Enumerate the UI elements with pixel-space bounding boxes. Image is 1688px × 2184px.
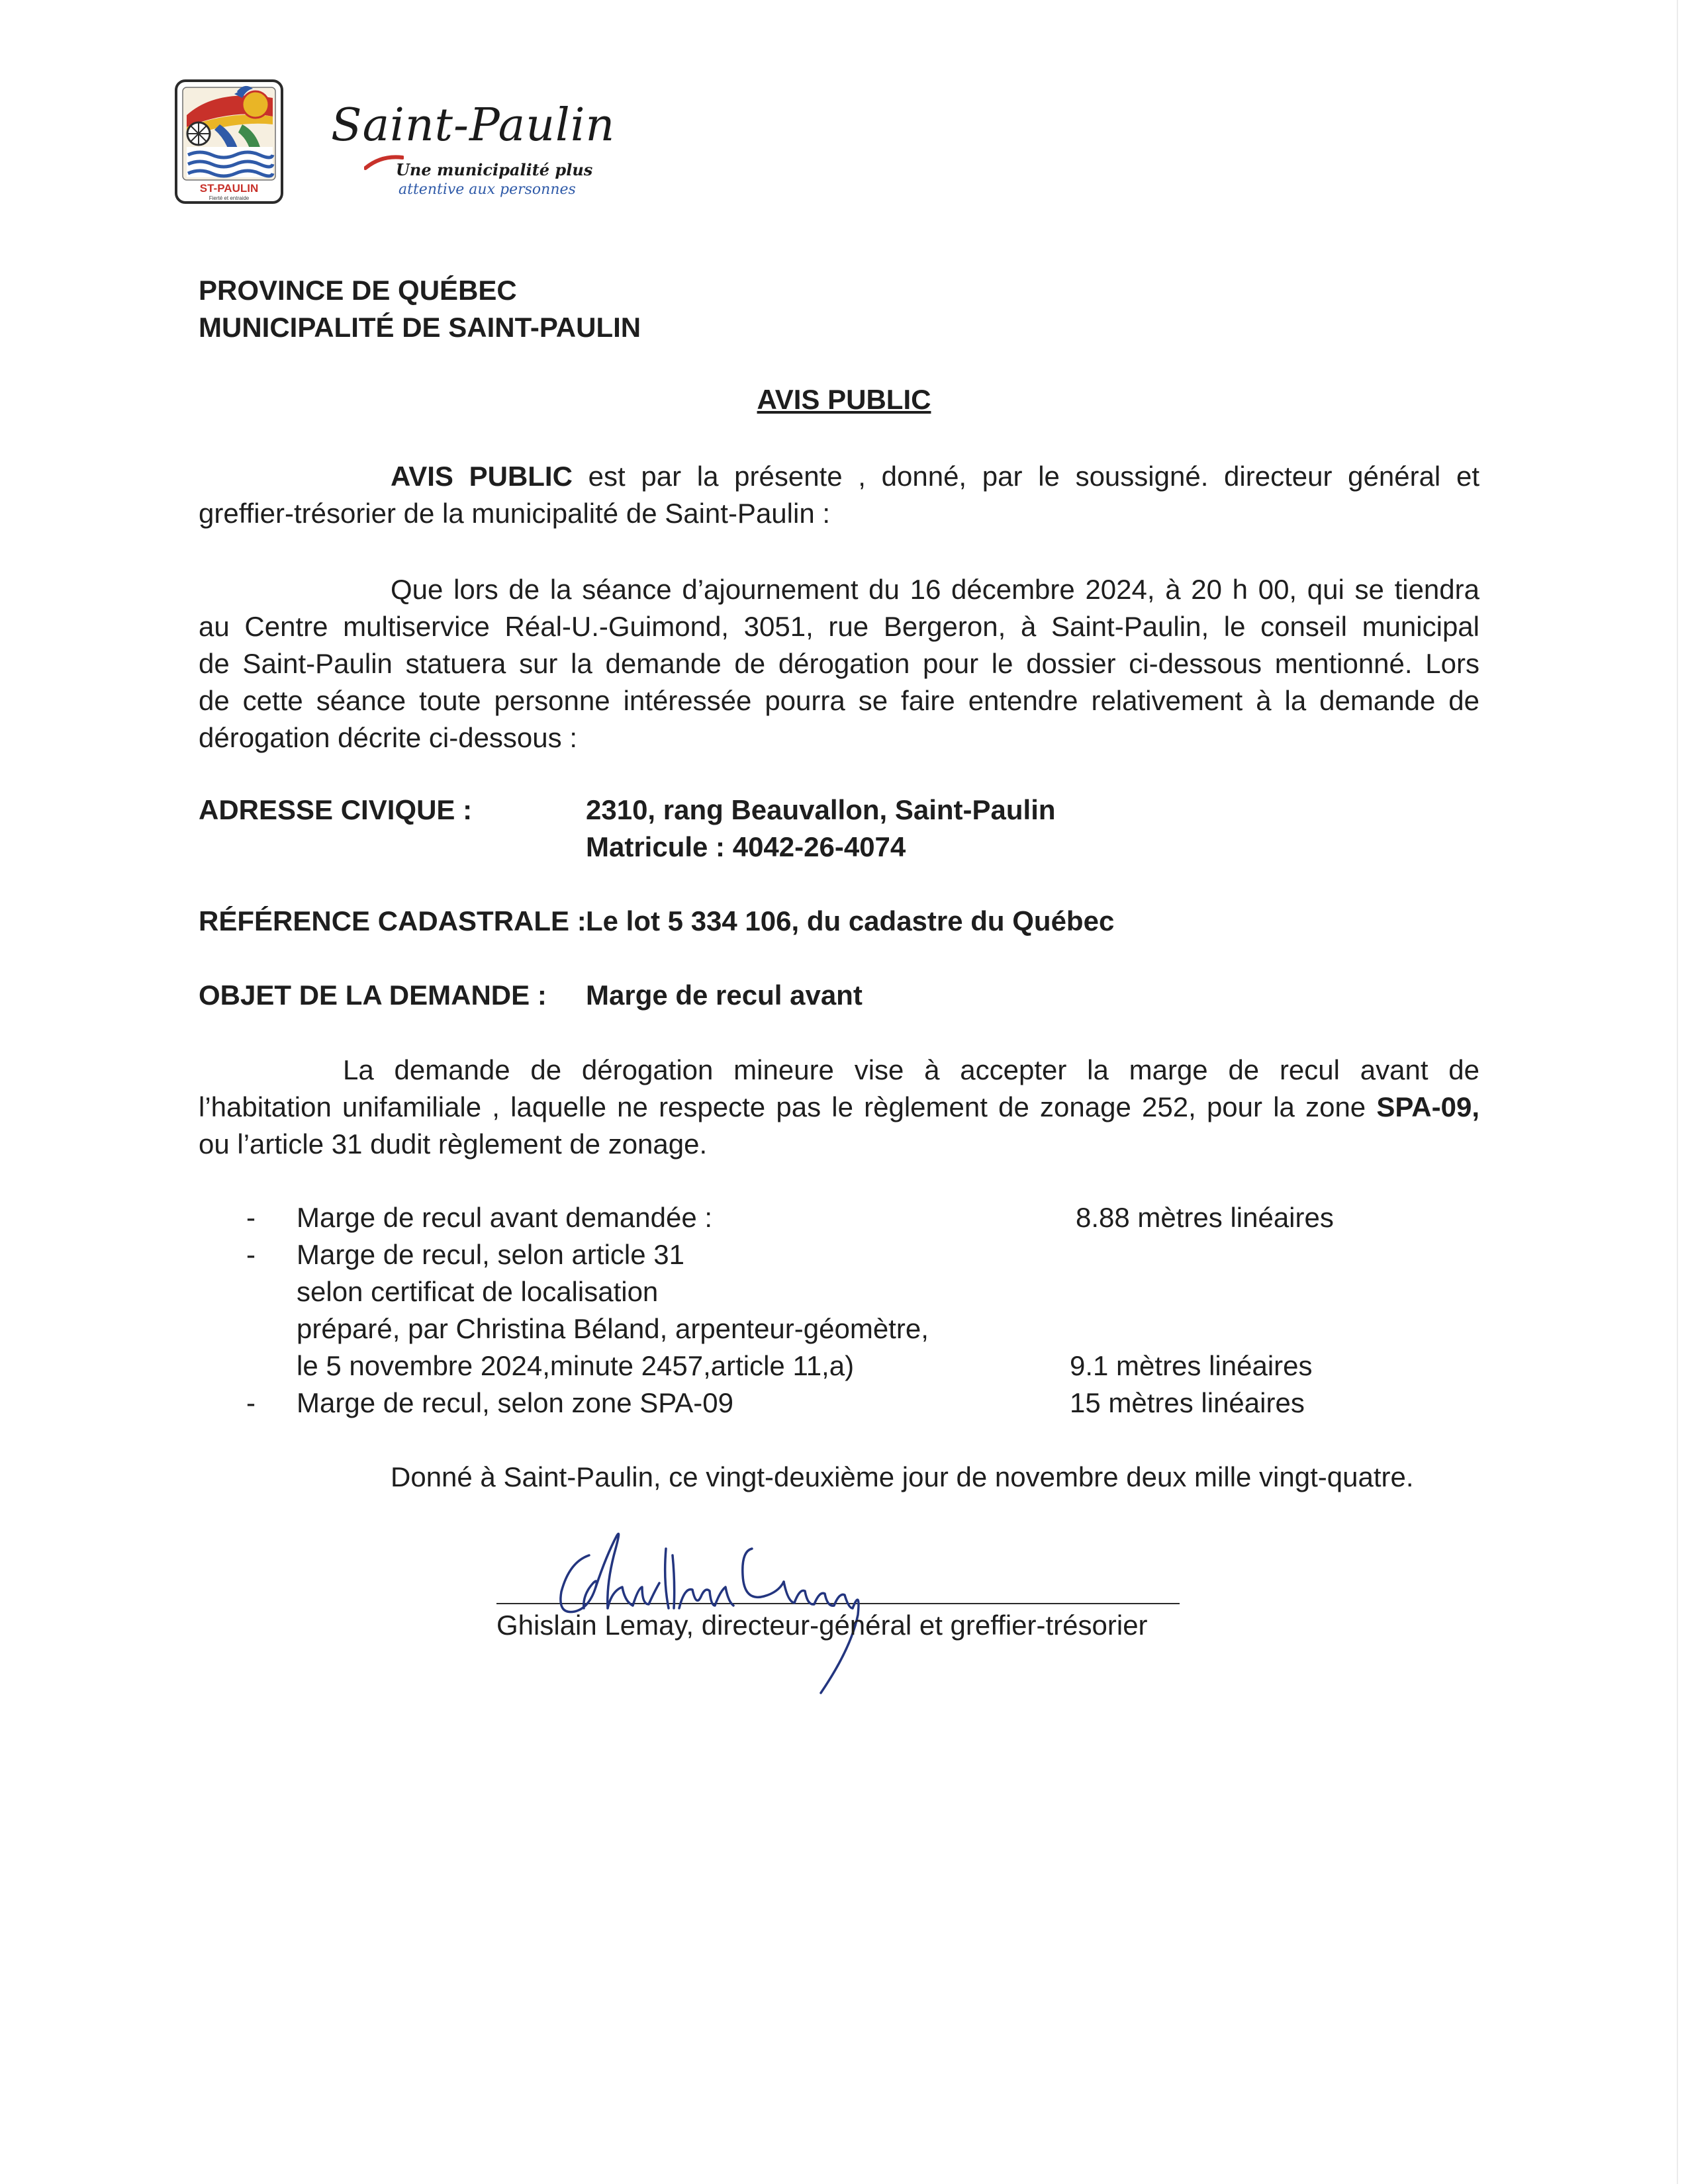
list-item-2-line-2: selon certificat de localisation	[297, 1276, 659, 1307]
list-item-1-value: 8.88 mètres linéaires	[1076, 1202, 1334, 1233]
address-label: ADRESSE CIVIQUE :	[199, 794, 473, 825]
page-edge-line	[1677, 0, 1678, 2184]
province-heading: PROVINCE DE QUÉBEC	[199, 275, 517, 306]
list-item-3: Marge de recul, selon zone SPA-09	[297, 1387, 733, 1418]
request-line-3: ou l’article 31 dudit règlement de zonage.	[199, 1128, 708, 1160]
request-paragraph	[199, 1052, 1479, 1163]
list-item-2-value: 9.1 mètres linéaires	[1070, 1350, 1313, 1381]
intro-lead: AVIS PUBLIC	[391, 461, 573, 492]
municipal-crest-logo	[173, 78, 285, 205]
address-value: 2310, rang Beauvallon, Saint-Paulin	[586, 794, 1056, 825]
meeting-line-5: dérogation décrite ci-dessous :	[199, 722, 577, 753]
wordmark-tagline-line1: Une municipalité plus	[396, 160, 593, 179]
request-line-2-text: l’habitation unifamiliale , laquelle ne respecte pas le règlement de zonage 252, pour la zone	[199, 1091, 1366, 1122]
municipality-wordmark	[324, 99, 616, 212]
list-item-3-value: 15 mètres linéaires	[1070, 1387, 1305, 1418]
list-item-2-line-1: Marge de recul, selon article 31	[297, 1239, 684, 1270]
meeting-line-2: au Centre multiservice Réal-U.-Guimond, 3051, rue Bergeron, à Saint-Paulin, le conseil municipal	[199, 611, 1479, 642]
request-line-1: La demande de dérogation mineure vise à accepter la marge de recul avant de	[343, 1054, 1479, 1085]
objet-value: Marge de recul avant	[586, 979, 863, 1011]
intro-paragraph	[199, 458, 1479, 532]
crest-motto: Fierté et entraide	[209, 195, 250, 201]
cadastre-value: Le lot 5 334 106, du cadastre du Québec	[586, 905, 1115, 936]
meeting-paragraph	[199, 571, 1479, 756]
matricule-value: Matricule : 4042-26-4074	[586, 831, 906, 862]
list-item-2-line-4: le 5 novembre 2024,minute 2457,article 11,a)	[297, 1350, 855, 1381]
wordmark-title: Saint-Paulin	[331, 99, 616, 152]
list-item-2-line-3: préparé, par Christina Béland, arpenteur-géomètre,	[297, 1313, 929, 1344]
list-item-1: Marge de recul avant demandée :	[297, 1202, 713, 1233]
crest-label: ST-PAULIN	[199, 182, 259, 195]
signatory-name: Ghislain Lemay, directeur-général et greffier-trésorier	[496, 1610, 1148, 1641]
meeting-line-4: de cette séance toute personne intéressée pourra se faire entendre relativement à la demande de	[199, 685, 1479, 716]
intro-line-2: greffier-trésorier de la municipalité de Saint-Paulin :	[199, 498, 831, 529]
wordmark-tagline-line2: attentive aux personnes	[399, 181, 576, 198]
municipality-heading: MUNICIPALITÉ DE SAINT-PAULIN	[199, 312, 641, 343]
closing-statement: Donné à Saint-Paulin, ce vingt-deuxième jour de novembre deux mille vingt-quatre.	[391, 1461, 1414, 1492]
list-bullet: -	[246, 1239, 256, 1270]
list-bullet: -	[246, 1387, 256, 1418]
page-title: AVIS PUBLIC	[757, 384, 931, 415]
objet-label: OBJET DE LA DEMANDE :	[199, 979, 547, 1011]
meeting-line-1: Que lors de la séance d’ajournement du 16 décembre 2024, à 20 h 00, qui se tiendra	[391, 574, 1479, 605]
intro-line-1	[199, 458, 1479, 495]
meeting-line-3: de Saint-Paulin statuera sur la demande de dérogation pour le dossier ci-dessous mentionné. Lors	[199, 648, 1479, 679]
intro-line-1-text: est par la présente , donné, par le soussigné. directeur général et	[588, 461, 1479, 492]
handwritten-signature	[543, 1509, 887, 1701]
list-bullet: -	[246, 1202, 256, 1233]
zone-code: SPA-09,	[1376, 1091, 1479, 1122]
cadastre-label: RÉFÉRENCE CADASTRALE :	[199, 905, 586, 936]
request-line-2	[199, 1089, 1479, 1126]
